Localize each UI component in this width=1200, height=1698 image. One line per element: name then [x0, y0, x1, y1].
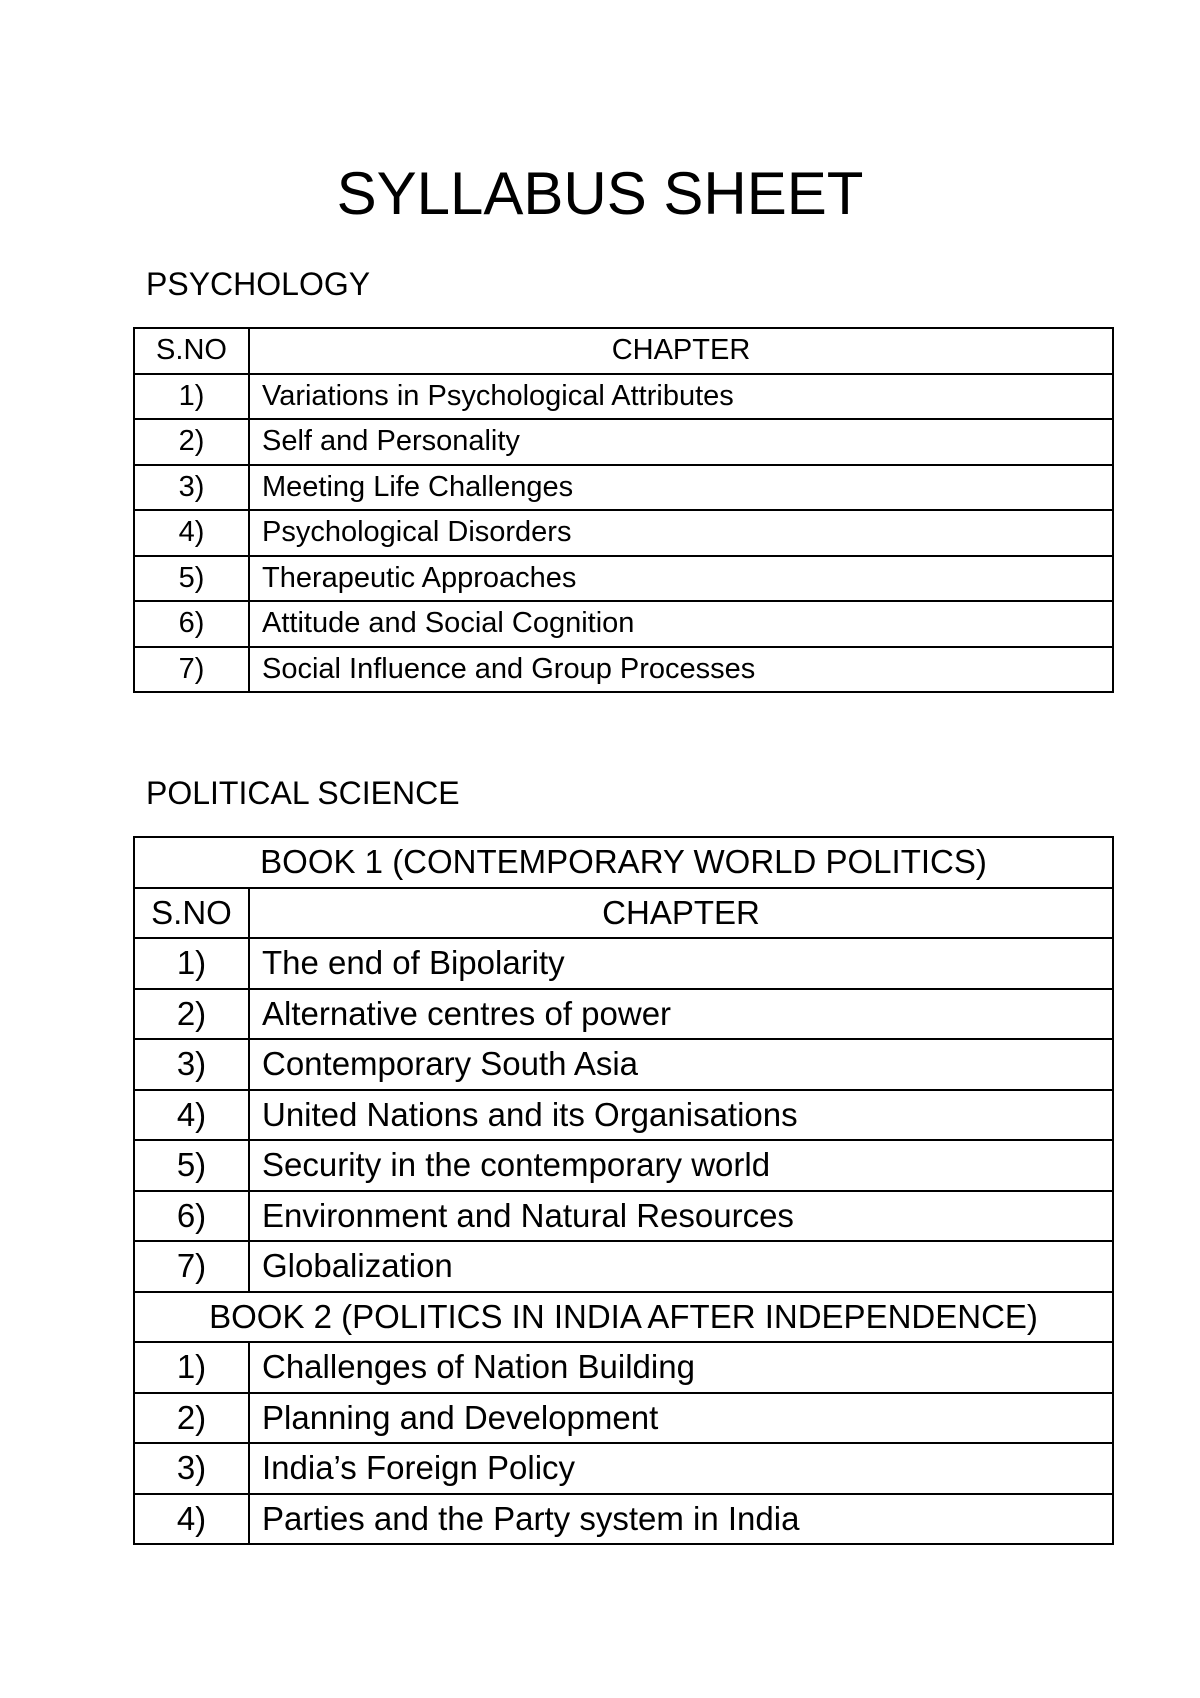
table-row	[134, 1393, 1113, 1444]
table-row	[134, 1443, 1113, 1494]
column-header-chapter: CHAPTER	[249, 328, 1113, 374]
row-sno: 2)	[134, 419, 249, 465]
table-row	[134, 556, 1113, 602]
row-sno: 7)	[134, 647, 249, 693]
table-header-row	[134, 888, 1113, 939]
row-chapter: Planning and Development	[249, 1393, 1113, 1444]
row-chapter: Security in the contemporary world	[249, 1140, 1113, 1191]
row-chapter: Challenges of Nation Building	[249, 1342, 1113, 1393]
political-science-table	[133, 836, 1114, 1545]
table-row	[134, 647, 1113, 693]
table-row	[134, 419, 1113, 465]
row-chapter: Meeting Life Challenges	[249, 465, 1113, 511]
row-chapter: Parties and the Party system in India	[249, 1494, 1113, 1545]
row-chapter: Contemporary South Asia	[249, 1039, 1113, 1090]
row-chapter: Social Influence and Group Processes	[249, 647, 1113, 693]
row-sno: 1)	[134, 1342, 249, 1393]
row-sno: 2)	[134, 1393, 249, 1444]
row-sno: 6)	[134, 601, 249, 647]
table-row	[134, 374, 1113, 420]
table-row	[134, 938, 1113, 989]
row-sno: 6)	[134, 1191, 249, 1242]
book-1-title: BOOK 1 (CONTEMPORARY WORLD POLITICS)	[134, 837, 1113, 888]
row-chapter: Attitude and Social Cognition	[249, 601, 1113, 647]
row-chapter: Globalization	[249, 1241, 1113, 1292]
table-row	[134, 989, 1113, 1040]
table-row	[134, 1090, 1113, 1141]
row-chapter: Environment and Natural Resources	[249, 1191, 1113, 1242]
psychology-heading: PSYCHOLOGY	[146, 266, 371, 302]
row-chapter: Therapeutic Approaches	[249, 556, 1113, 602]
psychology-table	[133, 327, 1114, 693]
political-science-heading: POLITICAL SCIENCE	[146, 775, 460, 811]
row-sno: 3)	[134, 1443, 249, 1494]
table-row	[134, 601, 1113, 647]
table-row	[134, 1494, 1113, 1545]
row-sno: 7)	[134, 1241, 249, 1292]
column-header-sno: S.NO	[134, 888, 249, 939]
row-chapter: The end of Bipolarity	[249, 938, 1113, 989]
row-sno: 3)	[134, 1039, 249, 1090]
row-chapter: Self and Personality	[249, 419, 1113, 465]
book-title-row	[134, 837, 1113, 888]
row-chapter: Psychological Disorders	[249, 510, 1113, 556]
table-row	[134, 1140, 1113, 1191]
table-row	[134, 1241, 1113, 1292]
row-chapter: Alternative centres of power	[249, 989, 1113, 1040]
table-row	[134, 1191, 1113, 1242]
book-2-title: BOOK 2 (POLITICS IN INDIA AFTER INDEPENDENCE)	[134, 1292, 1113, 1343]
row-sno: 4)	[134, 1494, 249, 1545]
table-row	[134, 1342, 1113, 1393]
row-sno: 2)	[134, 989, 249, 1040]
row-chapter: United Nations and its Organisations	[249, 1090, 1113, 1141]
table-header-row	[134, 328, 1113, 374]
table-row	[134, 1039, 1113, 1090]
table-row	[134, 465, 1113, 511]
row-chapter: India’s Foreign Policy	[249, 1443, 1113, 1494]
row-sno: 1)	[134, 938, 249, 989]
book-title-row	[134, 1292, 1113, 1343]
table-row	[134, 510, 1113, 556]
row-sno: 4)	[134, 1090, 249, 1141]
row-sno: 1)	[134, 374, 249, 420]
page-title: SYLLABUS SHEET	[336, 160, 864, 227]
row-sno: 4)	[134, 510, 249, 556]
row-sno: 5)	[134, 556, 249, 602]
row-sno: 5)	[134, 1140, 249, 1191]
column-header-sno: S.NO	[134, 328, 249, 374]
row-sno: 3)	[134, 465, 249, 511]
column-header-chapter: CHAPTER	[249, 888, 1113, 939]
row-chapter: Variations in Psychological Attributes	[249, 374, 1113, 420]
